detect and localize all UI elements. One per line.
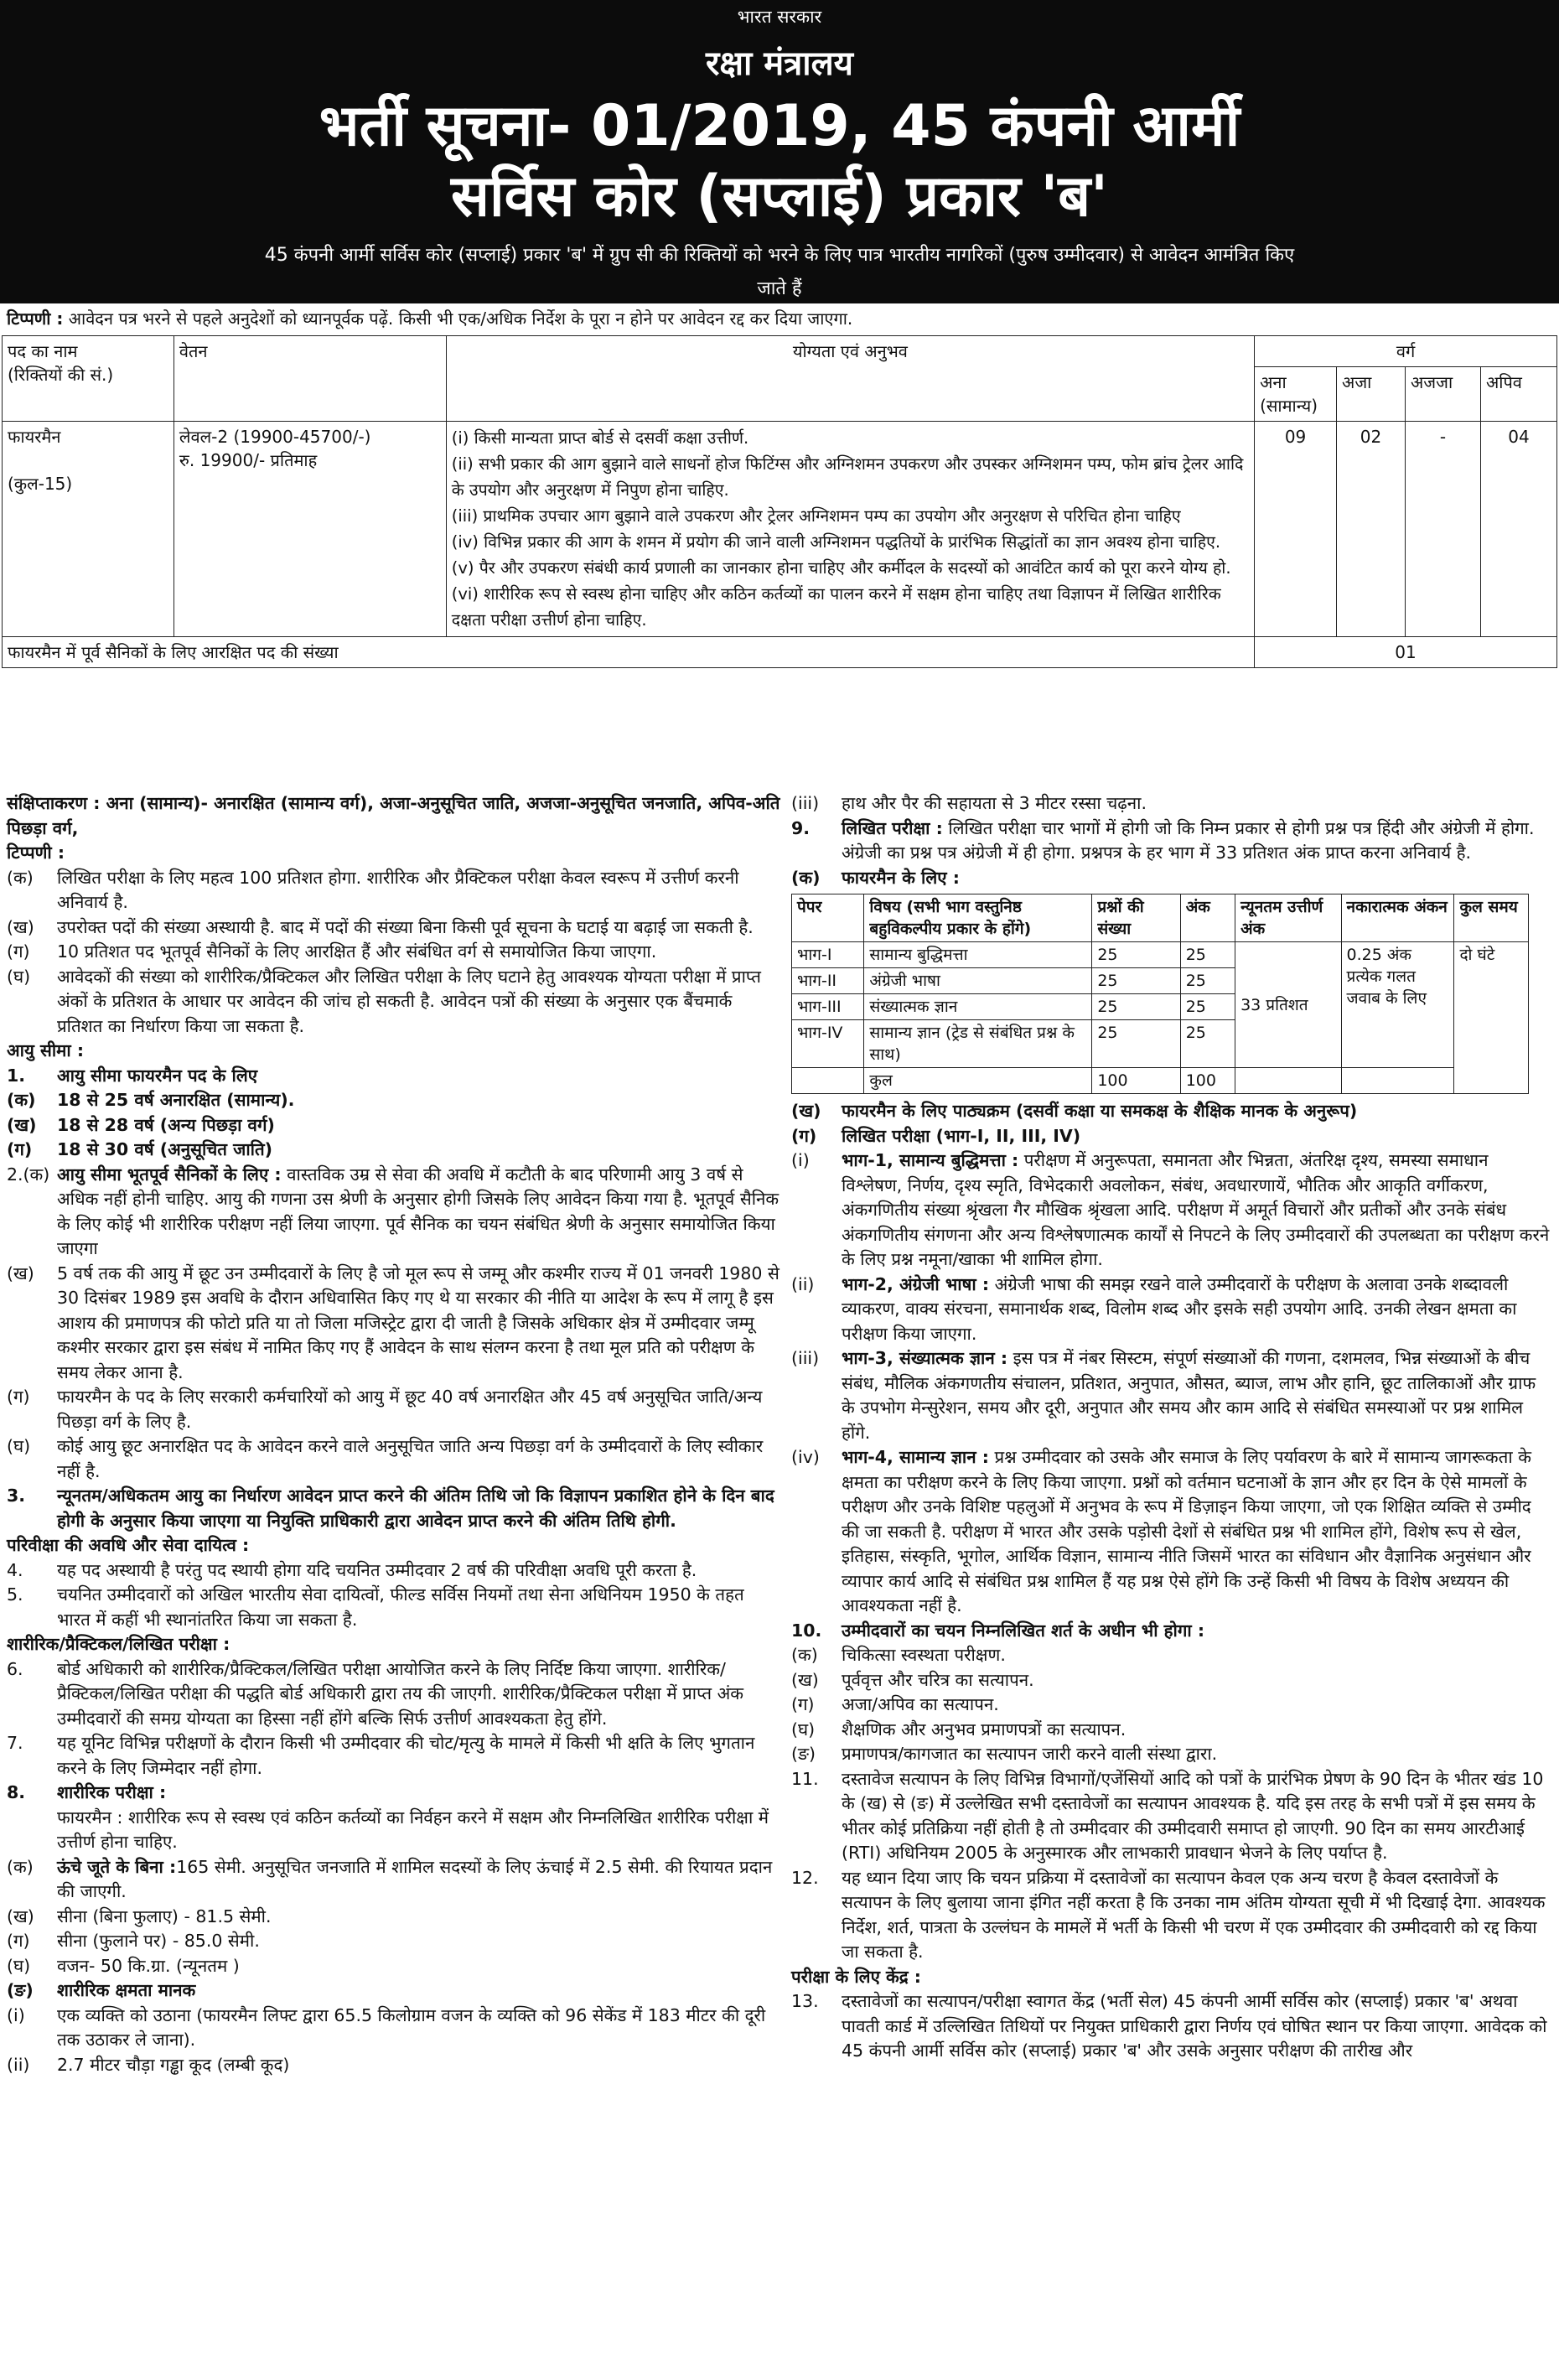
list-item: (ख) पूर्ववृत्त और चरित्र का सत्यापन. bbox=[791, 1669, 1034, 1690]
qualification-item: (vi) शारीरिक रूप से स्वस्थ होना चाहिए और कठिन कर्तव्यों का पालन करने में सक्षम होना चाहिए तथा विज्ञापन में लिखित शारीरिक दक्षता परीक्षा उत्तीर्ण होना चाहिए. bbox=[451, 584, 1221, 630]
exam-header-min: न्यूनतम उत्तीर्ण अंक bbox=[1235, 894, 1341, 942]
list-item: (क) फायरमैन के लिए : bbox=[791, 867, 960, 888]
list-item: (ख) 18 से 28 वर्ष (अन्य पिछड़ा वर्ग) bbox=[7, 1114, 275, 1135]
list-item: (घ) वजन- 50 कि.ग्रा. (न्यूनतम ) bbox=[7, 1955, 240, 1976]
list-item: (ग) 10 प्रतिशत पद भूतपूर्व सैनिकों के लिए आरक्षित हैं और संबंधित वर्ग से समायोजित किया जाएगा. bbox=[7, 941, 657, 962]
exam-header-negative: नकारात्मक अंकन bbox=[1341, 894, 1454, 942]
header-ajja: अजजा bbox=[1406, 367, 1481, 422]
list-item: (ख) 5 वर्ष तक की आयु में छूट उन उम्मीदवारों के लिए है जो मूल रूप से जम्मू और कश्मीर राज्य में 01 जनवरी 1980 से 30 दिसंबर 1989 इस अवधि के दौरान अधिवासित किए गए थे या सरकार की नीति या आदेश के रूप में लागू है इस आशय की प्रमाणपत्र की फोटो प्रति या तो जिला मजिस्ट्रेट द्वारा दी जाती है जिसके अधिकार क्षेत्र में उम्मीदवार जम्मू कश्मीर सरकार द्वारा इस संबंध में नामित किए गए हैं आवेदन के साथ संलग्न करना है तथा मूल प्रति को परीक्षण के समय लेकर आना है. bbox=[7, 1263, 780, 1382]
note-text: आवेदन पत्र भरने से पहले अनुदेशों को ध्यानपूर्वक पढ़ें. किसी भी एक/अधिक निर्देश के पूरा न होने पर आवेदन रद्द कर दिया जाएगा. bbox=[68, 309, 853, 329]
instruction-note bbox=[7, 307, 1552, 329]
list-item: (ii) भाग-2, अंग्रेजी भाषा : अंग्रेजी भाषा की समझ रखने वाले उम्मीदवारों के परीक्षण के अलावा उनके शब्दावली व्याकरण, वाक्य संरचना, समानार्थक शब्द, विलोम शब्द और इसके सही उपयोग आदि. उनकी लेखन क्षमता का परीक्षण किया जाएगा. bbox=[791, 1273, 1517, 1344]
table-row: कुल 100 100 bbox=[792, 1068, 1529, 1094]
qualification-item: (iii) प्राथमिक उपचार आग बुझाने वाले उपकरण और ट्रेलर अग्निशमन पम्प का उपयोग और अनुरक्षण से परिचित होना चाहिए bbox=[451, 506, 1181, 526]
list-item: (ग) सीना (फुलाने पर) - 85.0 सेमी. bbox=[7, 1931, 260, 1951]
exam-header-marks: अंक bbox=[1180, 894, 1235, 942]
list-item: (घ) कोई आयु छूट अनारक्षित पद के आवेदन करने वाले अनुसूचित जाति अन्य पिछड़ा वर्ग के उम्मीदवारों के लिए स्वीकार नहीं है. bbox=[7, 1436, 764, 1481]
list-item: 3. न्यूनतम/अधिकतम आयु का निर्धारण आवेदन प्राप्त करने की अंतिम तिथि जो कि विज्ञापन प्रकाशित होने के दिन बाद होगी के अनुसार किया जाएगा या नियुक्ति प्राधिकारी द्वारा आवेदन प्राप्त करने की अंतिम तिथि होगी. bbox=[7, 1486, 774, 1531]
list-item: (iii) हाथ और पैर की सहायता से 3 मीटर रस्सा चढ़ना. bbox=[791, 793, 1147, 813]
list-item: (iv) भाग-4, सामान्य ज्ञान : प्रश्न उम्मीदवार को उसके और समाज के लिए पर्यावरण के बारे में सामान्य जागरूकता के क्षमता का परीक्षण करने के लिए किया जाएगा. प्रश्नों को वर्तमान घटनाओं के ज्ञान और हर दिन के ऐसे मामलों के परीक्षण और उनके विशिष्ट पहलुओं में अनुभव के रूप में डिज़ाइन किया जाएगा, जो एक शिक्षित व्यक्ति से उम्मीद की जा सकती है. परीक्षण में भारत और उसके पड़ोसी देशों से संबंधित प्रश्न भी शामिल होंगे, विशेष रूप से खेल, इतिहास, संस्कृति, भूगोल, आर्थिक विज्ञान, सामान्य नीति जिसमें भारत का संविधान और वैज्ञानिक अनुसंधान और व्यापार कार्य आदि से संबंधित प्रश्न शामिल हैं यह प्रश्न ऐसे होंगे कि उन्हें किसी भी विषय के विशेष अध्ययन की आवश्यकता नहीं है. bbox=[791, 1447, 1531, 1615]
qualification-cell bbox=[446, 422, 1254, 637]
vacancy-table bbox=[2, 335, 1557, 668]
list-item: 11. दस्तावेज सत्यापन के लिए विभिन्न विभागों/एजेंसियों आदि को पत्रों के प्रारंभिक प्रेषण के 90 दिन के भीतर खंड 10 के (ख) से (ङ) में उल्लेखित सभी दस्तावेजों का सत्यापन आवश्यक है. यदि इस तरह के सभी पत्रों में इस समय के भीतर कोई प्रतिक्रिया नहीं होती है तो उम्मीदवार की उम्मीदवारी समाप्त हो जाएगी. 90 दिन का समय आरटीआई (RTI) अधिनियम 2005 के अनुस्मारक और लाभकारी प्रावधान भेजने के लिए पर्याप्त है. bbox=[791, 1768, 1544, 1863]
note-label: टिप्पणी : bbox=[7, 309, 64, 329]
list-item: (ङ) शारीरिक क्षमता मानक bbox=[7, 1980, 196, 2000]
header-post: पद का नाम (रिक्तियों की सं.) bbox=[3, 336, 174, 422]
table-row: भाग-III संख्यात्मक ज्ञान 25 25 bbox=[792, 994, 1529, 1020]
abbreviations: संक्षिप्ताकरण : अना (सामान्य)- अनारक्षित (सामान्य वर्ग), अजा-अनुसूचित जाति, अजजा-अनुसूचित जनजाति, अपिव-अति पिछड़ा वर्ग, bbox=[7, 793, 780, 838]
list-item: 4. यह पद अस्थायी है परंतु पद स्थायी होगा यदि चयनित उम्मीदवार 2 वर्ष की परिवीक्षा अवधि पूरी करता है. bbox=[7, 1559, 697, 1580]
list-item: (ii) 2.7 मीटर चौड़ा गड्ढा कूद (लम्बी कूद) bbox=[7, 2054, 290, 2075]
centre-heading: परीक्षा के लिए केंद्र : bbox=[791, 1966, 922, 1987]
exam-header-subject: विषय (सभी भाग वस्तुनिष्ठ बहुविकल्पीय प्रकार के होंगे) bbox=[864, 894, 1092, 942]
table-row: भाग-II अंग्रेजी भाषा 25 25 bbox=[792, 968, 1529, 994]
list-item: (ग) लिखित परीक्षा (भाग-I, II, III, IV) bbox=[791, 1125, 1081, 1146]
exsm-value: 01 bbox=[1255, 637, 1557, 668]
value-aja: 02 bbox=[1337, 422, 1406, 637]
list-item: (ङ) प्रमाणपत्र/कागजात का सत्यापन जारी करने वाली संस्था द्वारा. bbox=[791, 1744, 1218, 1764]
age-heading: आयु सीमा : bbox=[7, 1040, 85, 1060]
list-item: (ग) फायरमैन के पद के लिए सरकारी कर्मचारियों को आयु में छूट 40 वर्ष अनारक्षित और 45 वर्ष अनुसूचित जाति/अन्य पिछड़ा वर्ग के लिए है. bbox=[7, 1387, 763, 1432]
exsm-label: फायरमैन में पूर्व सैनिकों के लिए आरक्षित पद की संख्या bbox=[3, 637, 1255, 668]
list-item: (iii) भाग-3, संख्यात्मक ज्ञान : इस पत्र में नंबर सिस्टम, संपूर्ण संख्याओं की गणना, दशमलव, भिन्न संख्याओं के बीच संबंध, मौलिक अंकगणतीय संचालन, प्रतिशत, अनुपात, औसत, ब्याज, लाभ और हानि, छूट तालिकाओं और ग्राफ के उपभोग मेन्सुरेशन, समय और दूरी, अनुपात और समय और काम आदि से संबंधित समस्याओं पर प्रश्न शामिल होंगे. bbox=[791, 1348, 1536, 1443]
list-item: 13. दस्तावेजों का सत्यापन/परीक्षा स्वागत केंद्र (भर्ती सेल) 45 कंपनी आर्मी सर्विस कोर (सप्लाई) प्रकार 'ब' अथवा पावती कार्ड में उल्लिखित तिथियों पर नियुक्त प्राधिकारी द्वारा निर्णय एवं घोषित स्थान पर किया जाएगा. आवेदक को 45 कंपनी आर्मी सर्विस कोर (सप्लाई) प्रकार 'ब' और उसके अनुसार परीक्षण की तारीख और bbox=[791, 1991, 1547, 2061]
notice-title-line1: भर्ती सूचना- 01/2019, 45 कंपनी आर्मी bbox=[319, 93, 1240, 159]
exam-header-paper: पेपर bbox=[792, 894, 864, 942]
list-item: 2.(क) आयु सीमा भूतपूर्व सैनिकों के लिए : वास्तविक उम्र से सेवा की अवधि में कटौती के बाद परिणामी आयु 3 वर्ष से अधिक नहीं होनी चाहिए. आयु की गणना उस श्रेणी के अनुसार होगी जिसके लिए आवेदन किया गया है. भूतपूर्व सैनिक के लिए कोई भी शारीरिक परीक्षण नहीं लिया जाएगा. पूर्व सैनिक का चयन संबंधित श्रेणी के अनुसार समायोजित किया जाएगा bbox=[7, 1164, 780, 1258]
notice-title-line2: सर्विस कोर (सप्लाई) प्रकार 'ब' bbox=[451, 163, 1108, 230]
list-item: 10. उम्मीदवारों का चयन निम्नलिखित शर्त के अधीन भी होगा : bbox=[791, 1620, 1205, 1641]
list-item: (ग) अजा/अपिव का सत्यापन. bbox=[791, 1694, 999, 1714]
exam-table bbox=[791, 894, 1529, 1094]
government-label: भारत सरकार bbox=[737, 7, 822, 27]
left-column bbox=[7, 791, 782, 2077]
table-row: भाग-I सामान्य बुद्धिमत्ता 25 25 33 प्रतिशत 0.25 अंक प्रत्येक गलत जवाब के लिए दो घंटे bbox=[792, 942, 1529, 968]
notice-header bbox=[0, 0, 1559, 303]
list-item: 5. चयनित उम्मीदवारों को अखिल भारतीय सेवा दायित्वों, फील्ड सर्विस नियमों तथा सेना अधिनियम 1950 के तहत भारत में कहीं भी स्थानांतरित किया जा सकता है. bbox=[7, 1584, 744, 1630]
header-ana: अना (सामान्य) bbox=[1255, 367, 1337, 422]
header-apiv: अपिव bbox=[1480, 367, 1556, 422]
list-item: (i) एक व्यक्ति को उठाना (फायरमैन लिफ्ट द्वारा 65.5 किलोग्राम वजन के व्यक्ति को 96 सेकेंड में 183 मीटर की दूरी तक उठाकर ले जाना). bbox=[7, 2004, 766, 2050]
list-item: (क) लिखित परीक्षा के लिए महत्व 100 प्रतिशत होगा. शारीरिक और प्रैक्टिकल परीक्षा केवल स्वरूप में उत्तीर्ण करनी अनिवार्य है. bbox=[7, 867, 739, 912]
exam-header-time: कुल समय bbox=[1454, 894, 1529, 942]
value-ana: 09 bbox=[1255, 422, 1337, 637]
exam-time: दो घंटे bbox=[1454, 942, 1529, 1094]
list-item: 9. लिखित परीक्षा : लिखित परीक्षा चार भागों में होगी जो कि निम्न प्रकार से होगी प्रश्न पत्र हिंदी और अंग्रेजी में होगा. अंग्रेजी का प्रश्न पत्र अंग्रेजी में ही होगा. प्रश्नपत्र के हर भाग में 33 प्रतिशत अंक प्राप्त करना अनिवार्य है. bbox=[791, 817, 1535, 863]
header-qualification: योग्यता एवं अनुभव bbox=[446, 336, 1254, 422]
list-item: 1. आयु सीमा फायरमैन पद के लिए bbox=[7, 1065, 258, 1086]
value-ajja: - bbox=[1406, 422, 1481, 637]
qualification-item: (v) पैर और उपकरण संबंधी कार्य प्रणाली का जानकार होना चाहिए और कर्मीदल के सदस्यों को आवंटित कार्य को पूरा करने योग्य हो. bbox=[451, 558, 1231, 578]
list-item: (ख) उपरोक्त पदों की संख्या अस्थायी है. बाद में पदों की संख्या बिना किसी पूर्व सूचना के घटाई या बढ़ाई जा सकती है. bbox=[7, 916, 754, 937]
header-aja: अजा bbox=[1337, 367, 1406, 422]
value-apiv: 04 bbox=[1480, 422, 1556, 637]
physical-heading: शारीरिक/प्रैक्टिकल/लिखित परीक्षा : bbox=[7, 1634, 230, 1654]
list-item: (क) चिकित्सा स्वस्थता परीक्षण. bbox=[791, 1645, 1006, 1665]
table-row: भाग-IV सामान्य ज्ञान (ट्रेड से संबंधित प्रश्न के साथ) 25 25 bbox=[792, 1020, 1529, 1068]
list-item: 7. यह यूनिट विभिन्न परीक्षणों के दौरान किसी भी उम्मीदवार की चोट/मृत्यु के मामले में किसी भी क्षति के लिए भुगतान करने के लिए जिम्मेदार नहीं होगा. bbox=[7, 1733, 755, 1778]
notes-heading: टिप्पणी : bbox=[7, 843, 65, 863]
list-item: 12. यह ध्यान दिया जाए कि चयन प्रक्रिया में दस्तावेजों का सत्यापन केवल एक अन्य चरण है केवल दस्तावेजों के सत्यापन के लिए बुलाया जाना इंगित नहीं करता है कि उनका नाम अंतिम योग्यता सूची में भी दिखाई देगा. आवश्यक निर्देश, शर्त, पात्रता के उल्लंघन के मामलें में भर्ती के किसी भी चरण में एक उम्मीदवार की उम्मीदवारी को रद्द किया जा सकता है. bbox=[791, 1867, 1546, 1962]
list-item: (ग) 18 से 30 वर्ष (अनुसूचित जाति) bbox=[7, 1139, 273, 1159]
qualification-item: (i) किसी मान्यता प्राप्त बोर्ड से दसवीं कक्षा उत्तीर्ण. bbox=[451, 428, 749, 448]
pay-cell: लेवल-2 (19900-45700/-) रु. 19900/- प्रतिमाह bbox=[174, 422, 446, 637]
qualification-item: (iv) विभिन्न प्रकार की आग के शमन में प्रयोग की जाने वाली अग्निशमन पद्धतियों के प्रारंभिक सिद्धांतों का ज्ञान अवश्य होना चाहिए. bbox=[451, 532, 1221, 552]
list-item: (ख) सीना (बिना फुलाए) - 81.5 सेमी. bbox=[7, 1906, 272, 1926]
header-category: वर्ग bbox=[1255, 336, 1557, 367]
header-pay: वेतन bbox=[174, 336, 446, 422]
right-column bbox=[791, 791, 1552, 2064]
list-item: (क) 18 से 25 वर्ष अनारक्षित (सामान्य). bbox=[7, 1090, 295, 1110]
list-item: (घ) शैक्षणिक और अनुभव प्रमाणपत्रों का सत्यापन. bbox=[791, 1719, 1127, 1740]
list-item: (ख) फायरमैन के लिए पाठ्यक्रम (दसवीं कक्षा या समकक्ष के शैक्षिक मानक के अनुरूप) bbox=[791, 1101, 1358, 1121]
exam-header-questions: प्रश्नों की संख्या bbox=[1092, 894, 1180, 942]
list-item: (घ) आवेदकों की संख्या को शारीरिक/प्रैक्टिकल और लिखित परीक्षा के लिए घटाने हेतु आवश्यक योग्यता परीक्षा में प्राप्त अंकों के प्रतिशत के आधार पर आवेदन की जांच हो सकती है. आवेदन पत्रों की संख्या के अनुसार एक बैंचमार्क प्रतिशत का निर्धारण किया जा सकता है. bbox=[7, 966, 761, 1036]
list-item: फायरमैन : शारीरिक रूप से स्वस्थ एवं कठिन कर्तव्यों का निर्वहन करने में सक्षम और निम्नलिखित शारीरिक परीक्षा में उत्तीर्ण होना चाहिए. bbox=[57, 1807, 769, 1852]
list-item: (i) भाग-1, सामान्य बुद्धिमत्ता : परीक्षण में अनुरूपता, समानता और भिन्नता, अंतरिक्ष दृश्य, समस्या समाधान विश्लेषण, निर्णय, दृश्य स्मृति, विभेदकारी अवलोकन, संबंध, अवधारणायें, भौतिक और आकृति वर्गीकरण, अंकगणितीय संख्या श्रृंखला गैर मौखिक श्रृंखला आदि. परीक्षण में अमूर्त विचारों और प्रतीकों और उनके संबंध अंकगणितीय संगणना और अन्य विश्लेषणात्मक कार्यों से निपटने के लिए उम्मीदवारों की उपलब्धता का परीक्षण करने के लिए प्रश्न नमूना/खाका भी शामिल होगा. bbox=[791, 1150, 1550, 1269]
exam-min-pass: 33 प्रतिशत bbox=[1235, 942, 1341, 1068]
list-item: 8. शारीरिक परीक्षा : bbox=[7, 1782, 167, 1802]
notice-intro: 45 कंपनी आर्मी सर्विस कोर (सप्लाई) प्रकार 'ब' में ग्रुप सी की रिक्तियों को भरने के लिए पात्र भारतीय नागरिकों (पुरुष उम्मीदवार) से आवेदन आमंत्रित किए जाते हैं bbox=[264, 245, 1295, 299]
probation-heading: परिवीक्षा की अवधि और सेवा दायित्व : bbox=[7, 1535, 250, 1555]
post-name-cell: फायरमैन (कुल-15) bbox=[3, 422, 174, 637]
ministry-title: रक्षा मंत्रालय bbox=[705, 44, 853, 83]
list-item: 6. बोर्ड अधिकारी को शारीरिक/प्रैक्टिकल/लिखित परीक्षा आयोजित करने के लिए निर्दिष्ट किया जाएगा. शारीरिक/प्रैक्टिकल/लिखित परीक्षा की पद्धति बोर्ड अधिकारी द्वारा तय की जाएगी. शारीरिक/प्रैक्टिकल परीक्षा में प्राप्त अंक उम्मीदवारों की समग्र योग्यता का हिस्सा नहीं होंगे बल्कि सिर्फ उत्तीर्ण आवश्यकता हेतु होंगे. bbox=[7, 1658, 743, 1729]
list-item: (क) ऊंचे जूते के बिना :165 सेमी. अनुसूचित जनजाति में शामिल सदस्यों के लिए ऊंचाई में 2.5 सेमी. की रियायत प्रदान की जाएगी. bbox=[7, 1856, 773, 1901]
qualification-item: (ii) सभी प्रकार की आग बुझाने वाले साधनों होज फिटिंग्स और अग्निशमन उपकरण और उपस्कर अग्निशमन पम्प, फोम ब्रांच ट्रेलर आदि के उपयोग और अनुरक्षण में निपुण होना चाहिए. bbox=[451, 454, 1244, 500]
exam-negative: 0.25 अंक प्रत्येक गलत जवाब के लिए bbox=[1341, 942, 1454, 1068]
